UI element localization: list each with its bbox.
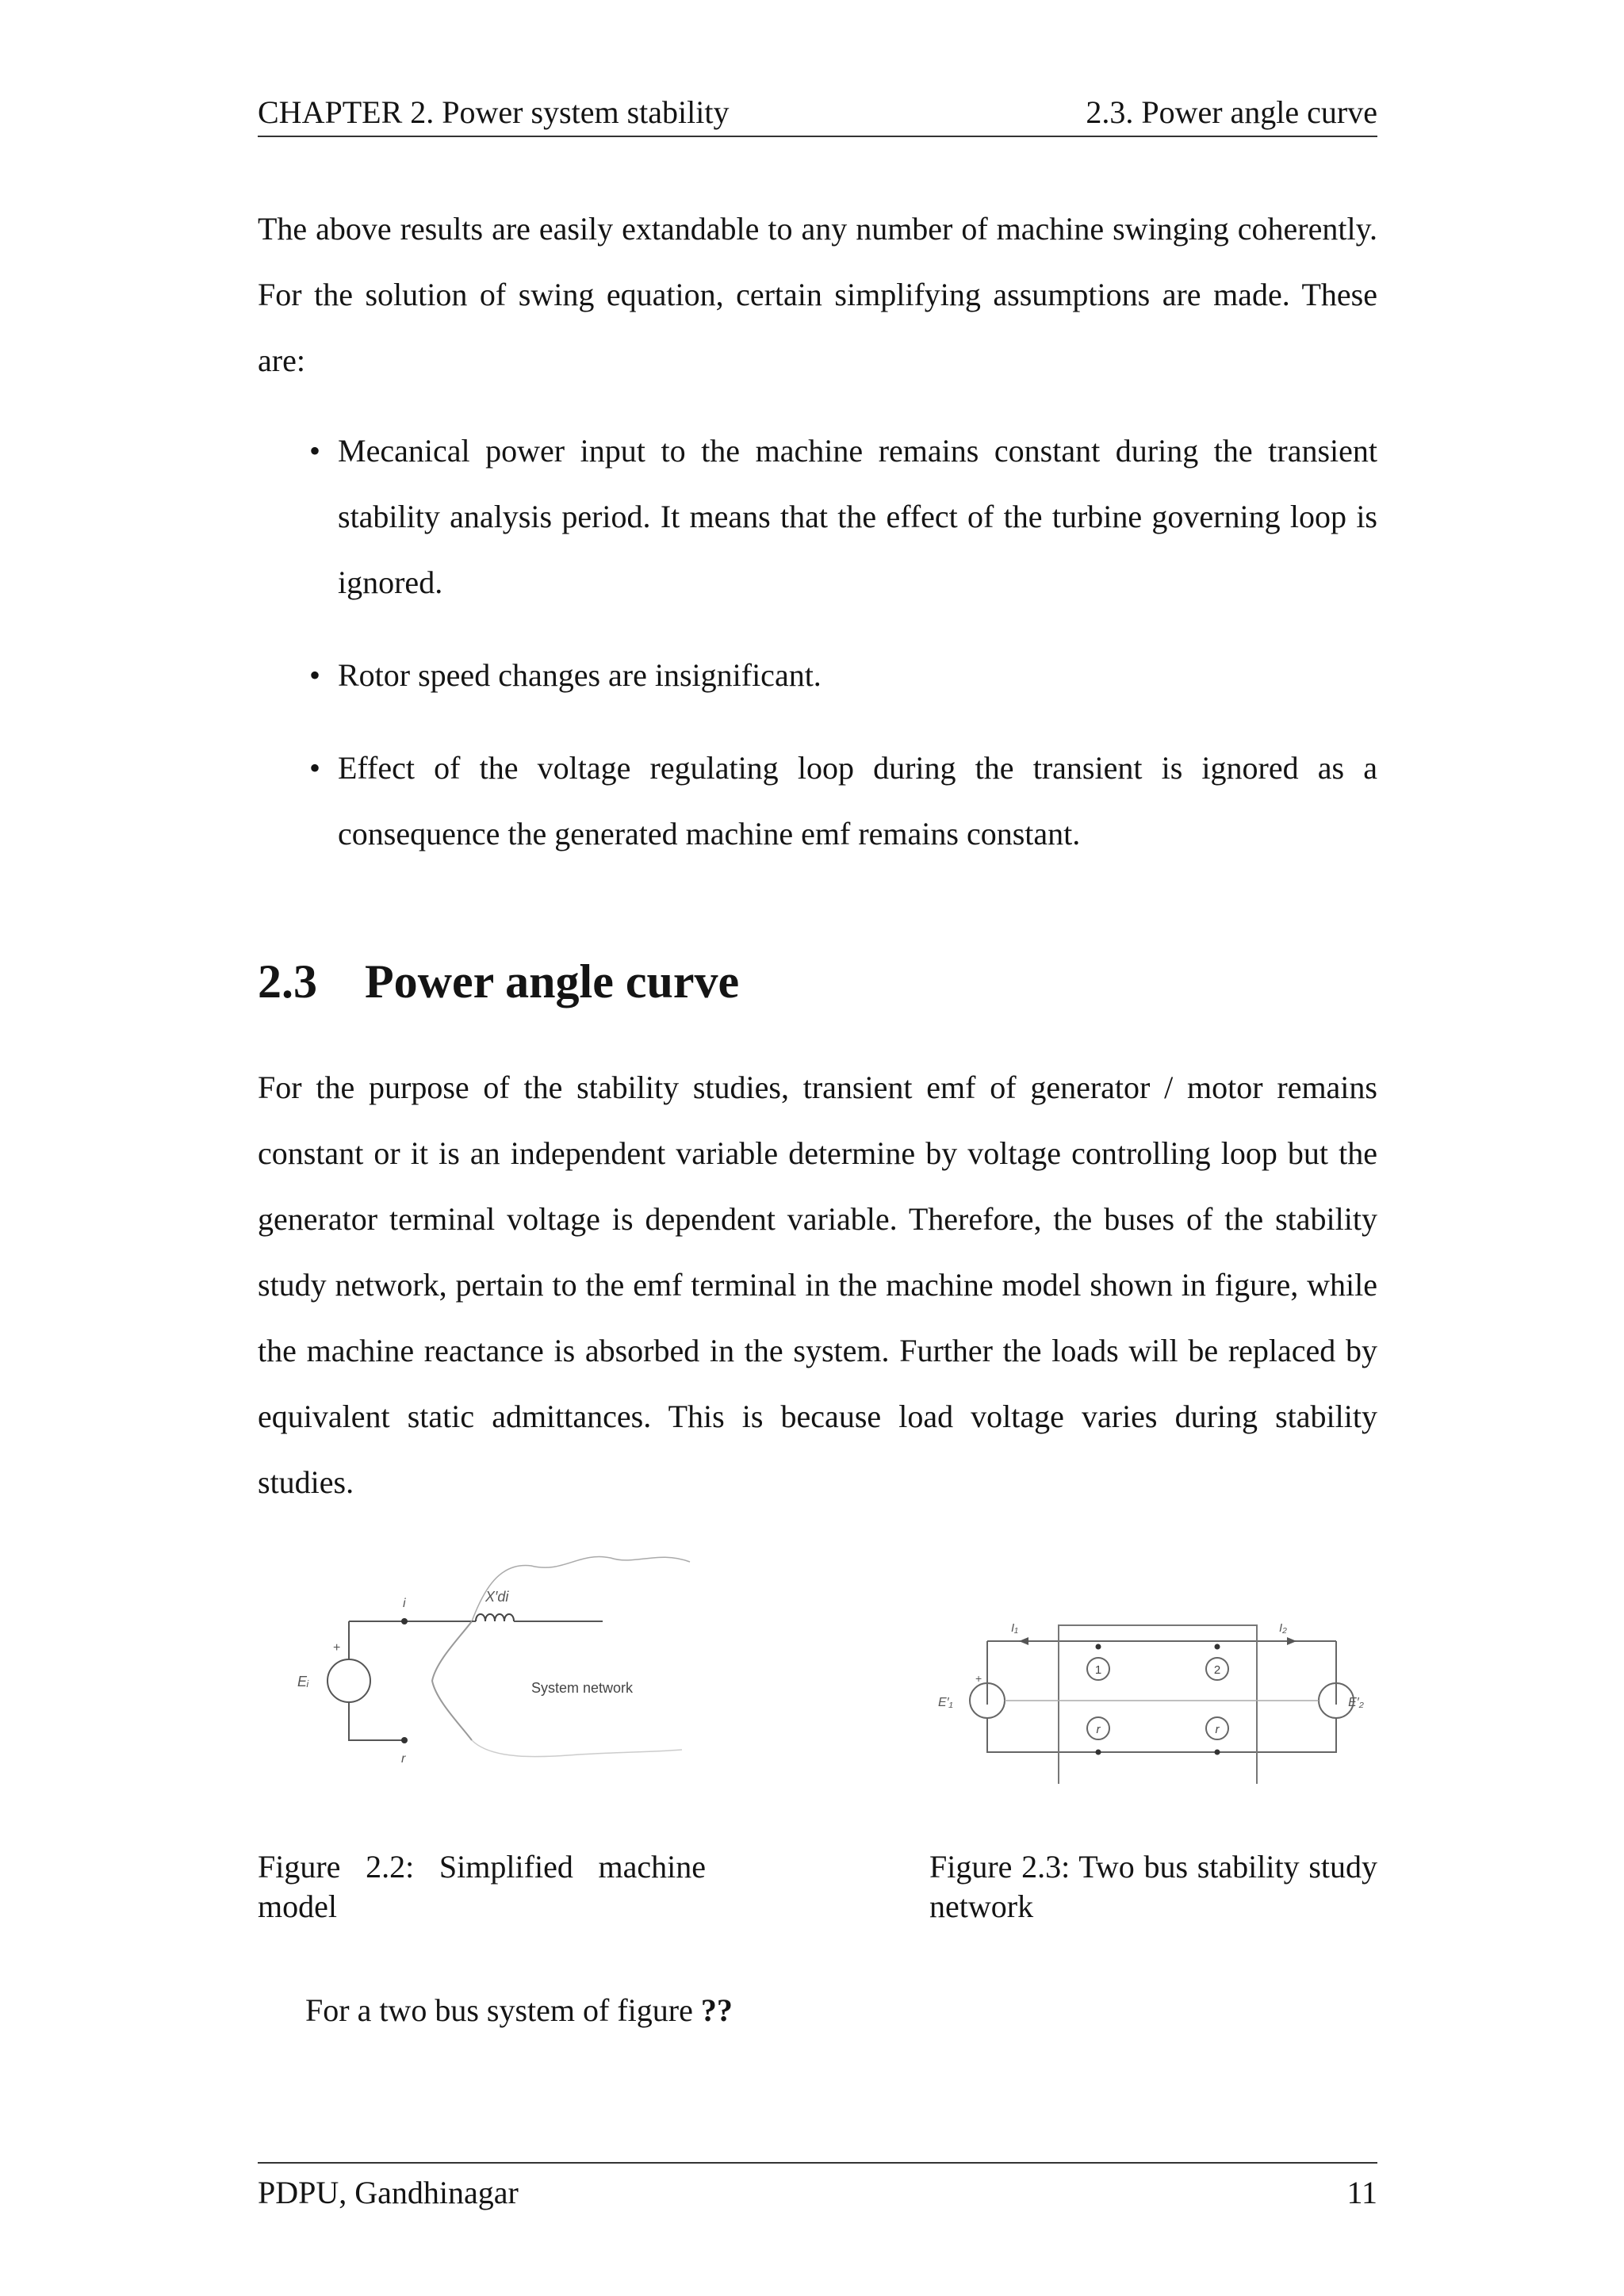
node-dot xyxy=(401,1737,408,1743)
svg-text:r: r xyxy=(1096,1723,1101,1736)
section-title: Power angle curve xyxy=(365,955,740,1008)
closing-paragraph: For a two bus system of figure ?? xyxy=(305,1992,733,2028)
page-footer xyxy=(258,2174,1377,2212)
node-dot xyxy=(401,1618,408,1624)
arrow-icon xyxy=(1287,1637,1297,1645)
header-chapter: CHAPTER 2. Power system stability xyxy=(258,94,730,130)
list-item: • Effect of the voltage regulating loop during the transient is ignored as a consequence the generated machine emf remains constant. xyxy=(309,735,1377,867)
intro-paragraph: The above results are easily extandable to any number of machine swinging coherently. For the solution of swing equation, certain simplifying assumptions are made. These are: xyxy=(258,211,1377,378)
svg-text:r: r xyxy=(401,1752,406,1766)
unresolved-reference[interactable]: ?? xyxy=(700,1992,733,2028)
body-paragraph: For the purpose of the stability studies, transient emf of generator / motor remains constant or it is an independent variable determine by voltage controlling loop but the generator terminal voltage is dependent variable. Therefore, the buses of the stability study network, pertain to the emf terminal in the machine model shown in figure, while the machine reactance is absorbed in the system. Further the loads will be replaced by equivalent static admittances. This is because load voltage varies during stability studies. xyxy=(258,1070,1377,1500)
figure-simplified-machine-model xyxy=(278,1542,706,1780)
section-number: 2.3 xyxy=(258,955,317,1008)
page-number: 11 xyxy=(1346,2175,1377,2210)
header-rule xyxy=(258,136,1377,137)
running-header xyxy=(258,94,1377,132)
svg-text:1: 1 xyxy=(1094,1663,1102,1677)
svg-text:Eᵢ: Eᵢ xyxy=(297,1674,309,1689)
svg-text:E′₁: E′₁ xyxy=(938,1696,953,1709)
bullet-icon: • xyxy=(309,657,321,693)
assumption-list xyxy=(309,418,1377,894)
svg-text:I₂: I₂ xyxy=(1279,1621,1287,1635)
bullet-icon: • xyxy=(309,433,321,469)
list-item: • Mecanical power input to the machine remains constant during the transient stability analysis period. It means that the effect of the turbine governing loop is ignored. xyxy=(309,418,1377,615)
header-section: 2.3. Power angle curve xyxy=(1086,94,1377,130)
svg-text:r: r xyxy=(1215,1723,1220,1736)
arrow-icon xyxy=(1019,1637,1028,1645)
figure-caption-2-2: Figure 2.2: Simplified machine model xyxy=(258,1849,706,1924)
svg-text:+: + xyxy=(975,1672,982,1685)
svg-text:2: 2 xyxy=(1213,1663,1221,1677)
figure-two-bus-network xyxy=(932,1609,1368,1784)
list-item: • Rotor speed changes are insignificant. xyxy=(309,642,1377,708)
svg-text:E′₂: E′₂ xyxy=(1348,1696,1364,1709)
svg-text:I₁: I₁ xyxy=(1011,1621,1018,1635)
svg-text:i: i xyxy=(403,1597,406,1610)
bullet-icon: • xyxy=(309,750,321,786)
svg-text:X′di: X′di xyxy=(485,1589,509,1605)
svg-text:System network: System network xyxy=(531,1680,634,1696)
svg-text:+: + xyxy=(333,1641,341,1655)
footer-institution: PDPU, Gandhinagar xyxy=(258,2175,519,2210)
figure-caption-2-3: Figure 2.3: Two bus stability study network xyxy=(929,1849,1377,1924)
footer-rule xyxy=(258,2162,1377,2164)
section-heading xyxy=(258,950,739,1013)
